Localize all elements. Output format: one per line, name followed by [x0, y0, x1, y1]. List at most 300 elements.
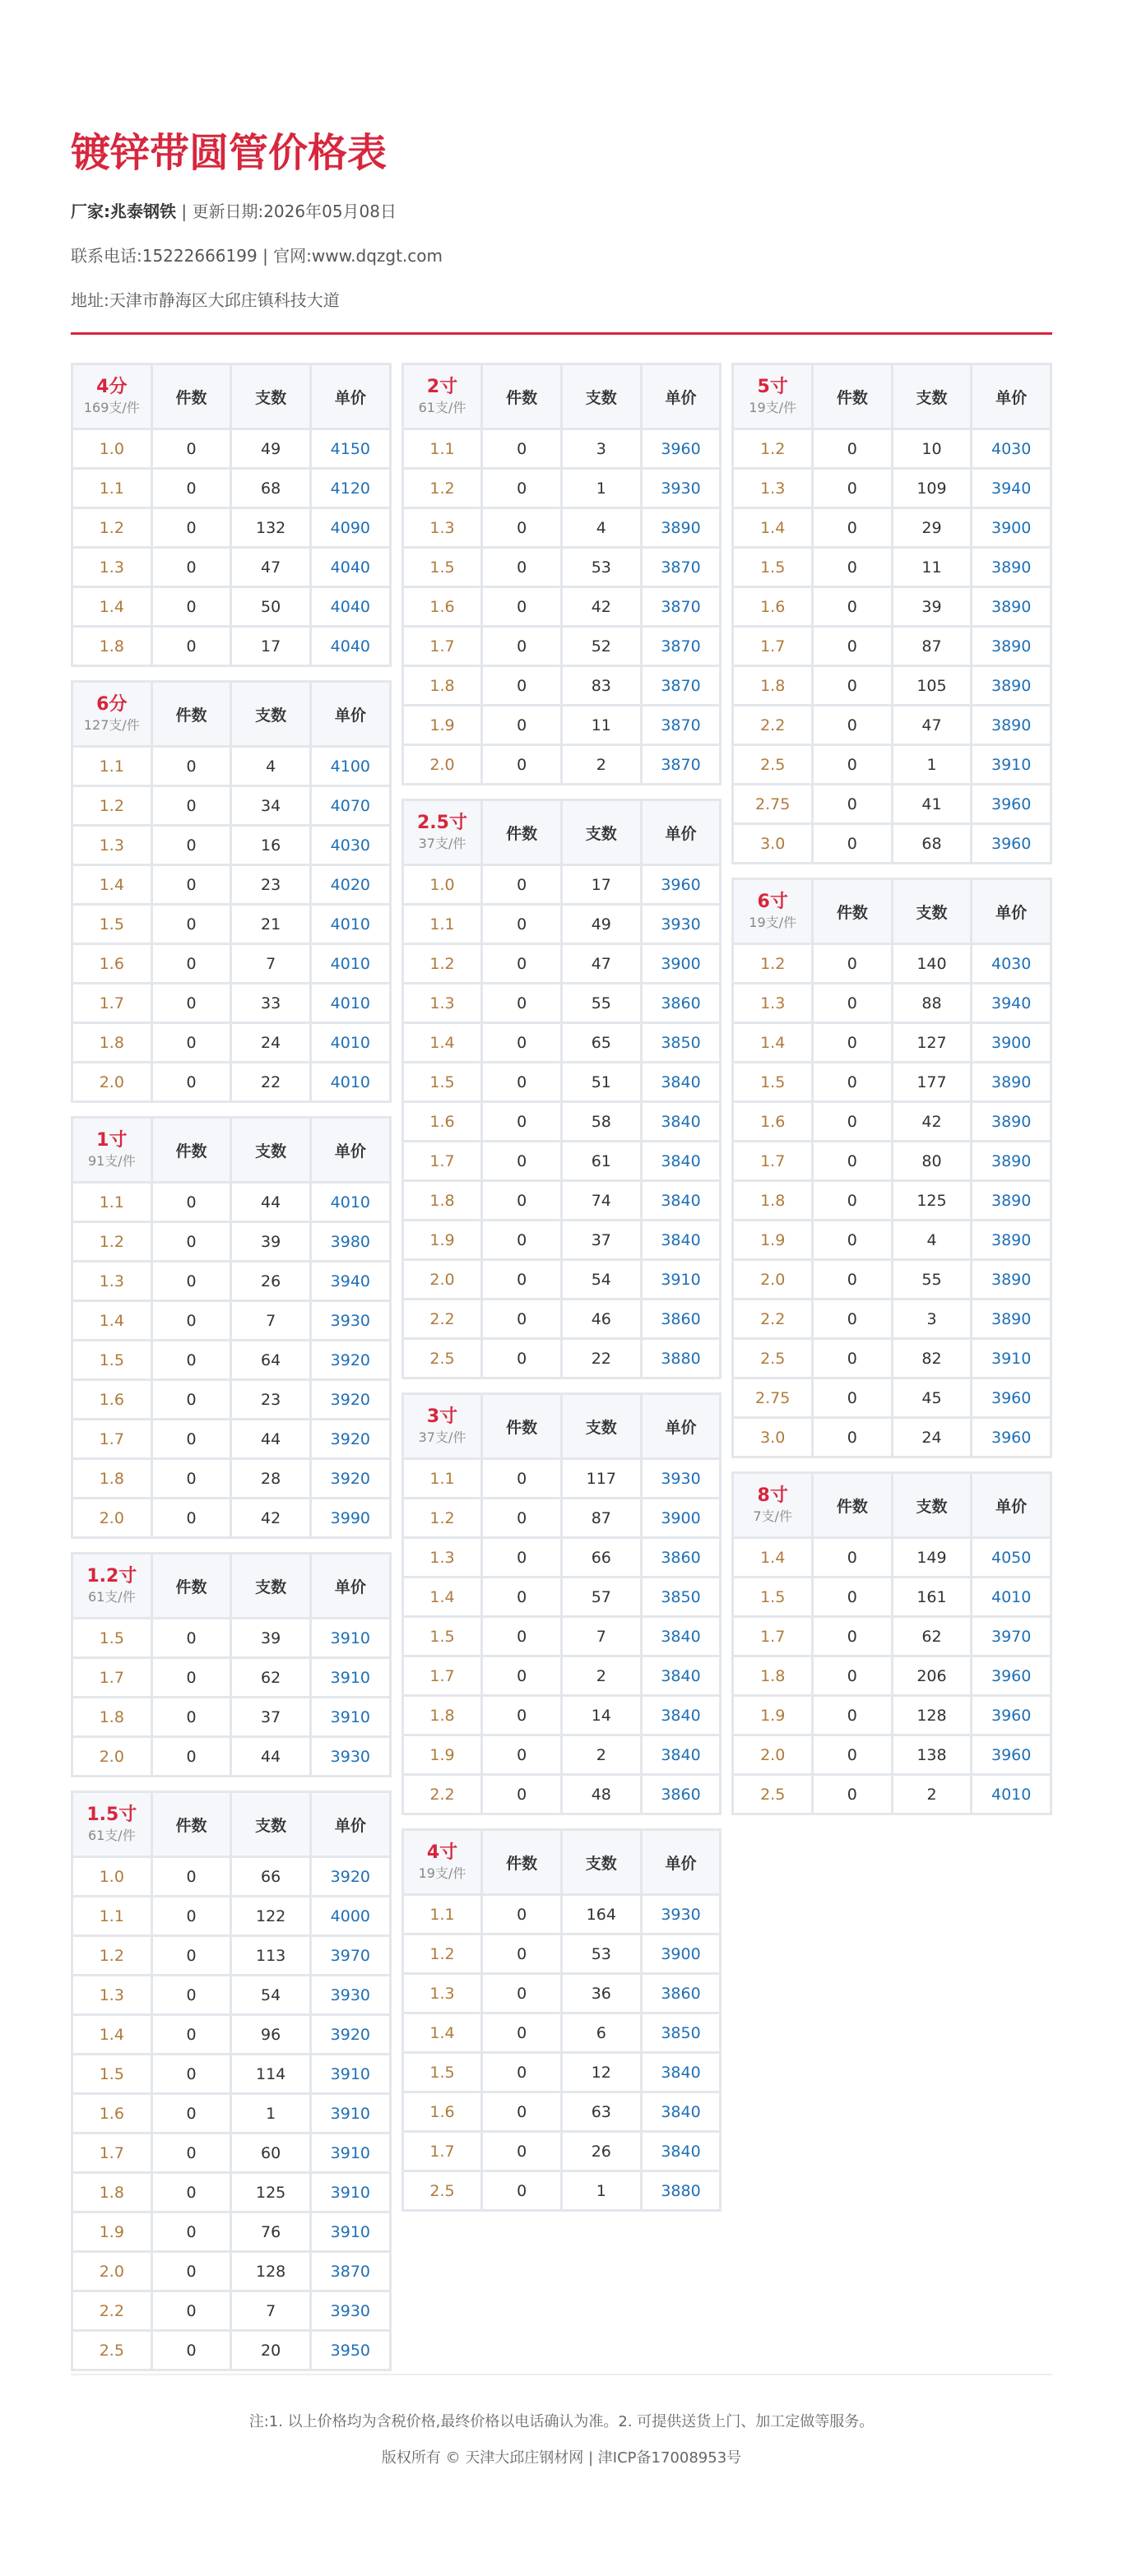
- price-cell: 3940: [972, 469, 1051, 508]
- size-header: [72, 364, 152, 429]
- pieces-cell: 22: [561, 1339, 641, 1378]
- pieces-header: 支数: [231, 1792, 311, 1857]
- count-cell: 0: [482, 984, 562, 1023]
- table-row: [72, 2173, 391, 2212]
- thickness-cell: 1.2: [402, 1934, 482, 1974]
- count-cell: 0: [482, 745, 562, 785]
- price-cell: 3900: [641, 944, 721, 984]
- count-cell: 0: [482, 429, 562, 469]
- factory-label: 厂家:: [71, 202, 110, 221]
- thickness-cell: 1.6: [733, 1102, 813, 1142]
- size-label: 8寸: [757, 1485, 788, 1506]
- table-row: [402, 745, 721, 785]
- count-cell: 0: [482, 1775, 562, 1814]
- count-cell: 0: [151, 508, 231, 548]
- size-label: 6寸: [757, 892, 788, 912]
- thickness-cell: 1.9: [402, 1735, 482, 1775]
- count-cell: 0: [813, 1181, 893, 1221]
- table-row: [72, 1619, 391, 1658]
- thickness-cell: 1.4: [72, 2015, 152, 2055]
- pieces-cell: 128: [892, 1696, 972, 1735]
- count-cell: 0: [151, 1420, 231, 1459]
- thickness-cell: 1.6: [72, 2094, 152, 2134]
- table-row: [402, 1974, 721, 2013]
- price-header: 单价: [310, 682, 390, 747]
- table-row: [72, 2015, 391, 2055]
- price-header: 单价: [641, 800, 721, 865]
- pieces-per-bundle: 37支/件: [418, 1429, 466, 1445]
- count-cell: 0: [482, 1221, 562, 1260]
- table-row: [733, 1023, 1051, 1063]
- count-cell: 0: [151, 905, 231, 944]
- price-header: 单价: [972, 879, 1051, 944]
- pieces-cell: 47: [561, 944, 641, 984]
- title-divider: [71, 332, 1052, 335]
- table-row: [733, 1775, 1051, 1814]
- price-cell: 4010: [972, 1578, 1051, 1617]
- spec-table: [71, 1791, 392, 2371]
- size-header: [72, 1554, 152, 1619]
- thickness-cell: 1.2: [402, 469, 482, 508]
- thickness-cell: 2.5: [72, 2331, 152, 2370]
- count-cell: 0: [151, 1658, 231, 1698]
- price-cell: 4010: [310, 944, 390, 984]
- pieces-cell: 82: [892, 1339, 972, 1378]
- pieces-cell: 54: [561, 1260, 641, 1300]
- count-cell: 0: [813, 1023, 893, 1063]
- thickness-cell: 1.5: [72, 1341, 152, 1380]
- pieces-cell: 44: [231, 1420, 311, 1459]
- pieces-per-bundle: 7支/件: [753, 1508, 792, 1524]
- price-header: 单价: [310, 1118, 390, 1183]
- price-cell: 3950: [310, 2331, 390, 2370]
- pieces-cell: 39: [231, 1619, 311, 1658]
- table-row: [72, 826, 391, 865]
- count-cell: 0: [151, 1222, 231, 1262]
- price-cell: 3920: [310, 1459, 390, 1499]
- table-row: [72, 905, 391, 944]
- table-row: [733, 508, 1051, 548]
- count-cell: 0: [151, 1183, 231, 1222]
- table-row: [72, 1023, 391, 1063]
- table-row: [402, 2132, 721, 2171]
- table-row: [72, 2252, 391, 2291]
- pieces-cell: 125: [231, 2173, 311, 2212]
- price-cell: 3910: [972, 745, 1051, 785]
- pieces-cell: 11: [892, 548, 972, 587]
- count-cell: 0: [151, 1341, 231, 1380]
- pieces-cell: 29: [892, 508, 972, 548]
- pieces-cell: 62: [231, 1658, 311, 1698]
- price-cell: 3970: [310, 1936, 390, 1976]
- table-row: [72, 1936, 391, 1976]
- price-cell: 3880: [641, 2171, 721, 2211]
- count-cell: 0: [813, 1656, 893, 1696]
- count-cell: 0: [151, 2291, 231, 2331]
- table-row: [402, 1142, 721, 1181]
- thickness-cell: 1.4: [402, 2013, 482, 2053]
- thickness-cell: 2.0: [733, 1260, 813, 1300]
- price-cell: 3840: [641, 2053, 721, 2092]
- pieces-cell: 80: [892, 1142, 972, 1181]
- price-cell: 4040: [310, 587, 390, 627]
- price-cell: 4120: [310, 469, 390, 508]
- pieces-cell: 66: [561, 1538, 641, 1578]
- pieces-cell: 132: [231, 508, 311, 548]
- pieces-cell: 47: [892, 706, 972, 745]
- table-row: [72, 548, 391, 587]
- thickness-cell: 1.1: [402, 1459, 482, 1499]
- table-row: [402, 1696, 721, 1735]
- count-cell: 0: [813, 1378, 893, 1418]
- count-cell: 0: [813, 666, 893, 706]
- pieces-cell: 83: [561, 666, 641, 706]
- pieces-cell: 4: [561, 508, 641, 548]
- thickness-cell: 2.2: [402, 1300, 482, 1339]
- count-cell: 0: [151, 1976, 231, 2015]
- price-cell: 3840: [641, 1221, 721, 1260]
- table-row: [402, 1023, 721, 1063]
- thickness-cell: 1.7: [402, 627, 482, 666]
- table-row: [733, 548, 1051, 587]
- count-cell: 0: [813, 587, 893, 627]
- table-row: [402, 1895, 721, 1934]
- count-cell: 0: [813, 1142, 893, 1181]
- pieces-cell: 23: [231, 1380, 311, 1420]
- pieces-header: 支数: [892, 879, 972, 944]
- price-cell: 3960: [972, 785, 1051, 824]
- pieces-per-bundle: 169支/件: [83, 400, 140, 415]
- price-cell: 3960: [641, 429, 721, 469]
- count-cell: 0: [151, 2055, 231, 2094]
- table-row: [72, 1897, 391, 1936]
- pieces-per-bundle: 37支/件: [418, 836, 466, 851]
- pieces-cell: 45: [892, 1378, 972, 1418]
- price-cell: 3930: [641, 1459, 721, 1499]
- thickness-cell: 1.8: [72, 627, 152, 666]
- thickness-cell: 1.2: [72, 1222, 152, 1262]
- table-row: [733, 1735, 1051, 1775]
- pieces-cell: 63: [561, 2092, 641, 2132]
- table-row: [402, 1735, 721, 1775]
- pieces-cell: 41: [892, 785, 972, 824]
- thickness-cell: 1.5: [733, 1578, 813, 1617]
- thickness-cell: 1.0: [402, 865, 482, 905]
- thickness-cell: 1.7: [733, 627, 813, 666]
- thickness-cell: 1.4: [402, 1023, 482, 1063]
- thickness-cell: 1.7: [72, 1658, 152, 1698]
- pieces-cell: 7: [231, 944, 311, 984]
- thickness-cell: 1.9: [72, 2212, 152, 2252]
- table-row: [733, 429, 1051, 469]
- pieces-cell: 24: [231, 1023, 311, 1063]
- pieces-cell: 109: [892, 469, 972, 508]
- pieces-cell: 177: [892, 1063, 972, 1102]
- pieces-cell: 33: [231, 984, 311, 1023]
- price-cell: 3840: [641, 1181, 721, 1221]
- thickness-cell: 1.9: [733, 1221, 813, 1260]
- table-row: [72, 1262, 391, 1301]
- count-cell: 0: [813, 1221, 893, 1260]
- price-cell: 3890: [972, 587, 1051, 627]
- pieces-cell: 17: [231, 627, 311, 666]
- pieces-cell: 125: [892, 1181, 972, 1221]
- price-cell: 3860: [641, 1538, 721, 1578]
- thickness-cell: 2.2: [733, 1300, 813, 1339]
- table-row: [402, 627, 721, 666]
- count-cell: 0: [813, 984, 893, 1023]
- pieces-cell: 28: [231, 1459, 311, 1499]
- count-cell: 0: [151, 587, 231, 627]
- price-cell: 3860: [641, 1300, 721, 1339]
- count-cell: 0: [482, 1459, 562, 1499]
- table-row: [72, 1737, 391, 1777]
- price-cell: 3890: [972, 548, 1051, 587]
- count-cell: 0: [151, 1698, 231, 1737]
- thickness-cell: 1.1: [72, 469, 152, 508]
- footer-copyright: 版权所有 © 天津大邱庄钢材网 | 津ICP备17008953号: [381, 2449, 742, 2467]
- count-cell: 0: [151, 1499, 231, 1538]
- thickness-cell: 1.4: [72, 865, 152, 905]
- price-cell: 4030: [310, 826, 390, 865]
- thickness-cell: 1.7: [402, 1656, 482, 1696]
- price-cell: 3960: [972, 1418, 1051, 1457]
- size-header: [402, 1394, 482, 1459]
- size-header: [733, 364, 813, 429]
- spec-table: [731, 1471, 1052, 1815]
- thickness-cell: 1.7: [72, 2134, 152, 2173]
- table-row: [733, 706, 1051, 745]
- thickness-cell: 1.9: [402, 706, 482, 745]
- price-cell: 3870: [641, 587, 721, 627]
- count-cell: 0: [482, 587, 562, 627]
- table-row: [72, 984, 391, 1023]
- count-cell: 0: [482, 469, 562, 508]
- pieces-cell: 88: [892, 984, 972, 1023]
- price-cell: 3870: [641, 706, 721, 745]
- thickness-cell: 1.8: [733, 666, 813, 706]
- pieces-header: 支数: [231, 682, 311, 747]
- thickness-cell: 1.8: [402, 666, 482, 706]
- pieces-cell: 128: [231, 2252, 311, 2291]
- thickness-cell: 1.5: [402, 1617, 482, 1656]
- price-header: 单价: [641, 1394, 721, 1459]
- price-cell: 4010: [310, 905, 390, 944]
- table-row: [72, 747, 391, 786]
- price-cell: 3850: [641, 2013, 721, 2053]
- table-row: [402, 905, 721, 944]
- table-row: [72, 2094, 391, 2134]
- thickness-cell: 2.5: [733, 745, 813, 785]
- count-cell: 0: [482, 1934, 562, 1974]
- size-header: [733, 1473, 813, 1538]
- pieces-cell: 44: [231, 1737, 311, 1777]
- table-row: [733, 1181, 1051, 1221]
- price-cell: 4030: [972, 429, 1051, 469]
- count-cell: 0: [151, 1857, 231, 1897]
- thickness-cell: 1.5: [402, 548, 482, 587]
- pieces-cell: 1: [892, 745, 972, 785]
- table-row: [72, 1459, 391, 1499]
- pieces-cell: 4: [231, 747, 311, 786]
- pieces-cell: 1: [561, 469, 641, 508]
- count-cell: 0: [482, 1578, 562, 1617]
- price-cell: 3920: [310, 1341, 390, 1380]
- price-cell: 4040: [310, 548, 390, 587]
- pieces-cell: 76: [231, 2212, 311, 2252]
- table-row: [733, 944, 1051, 984]
- table-row: [72, 944, 391, 984]
- count-cell: 0: [813, 1102, 893, 1142]
- count-cell: 0: [813, 745, 893, 785]
- thickness-cell: 1.3: [402, 508, 482, 548]
- pieces-cell: 7: [231, 1301, 311, 1341]
- price-cell: 4090: [310, 508, 390, 548]
- count-cell: 0: [151, 786, 231, 826]
- thickness-cell: 1.8: [72, 2173, 152, 2212]
- thickness-cell: 1.4: [72, 587, 152, 627]
- pieces-header: 支数: [561, 364, 641, 429]
- thickness-cell: 1.6: [733, 587, 813, 627]
- pieces-cell: 39: [892, 587, 972, 627]
- thickness-cell: 1.6: [402, 587, 482, 627]
- count-cell: 0: [813, 1300, 893, 1339]
- table-row: [72, 1420, 391, 1459]
- spec-table: [71, 363, 392, 667]
- count-header: 件数: [482, 800, 562, 865]
- pieces-cell: 11: [561, 706, 641, 745]
- count-cell: 0: [813, 1063, 893, 1102]
- count-cell: 0: [151, 1897, 231, 1936]
- thickness-cell: 1.1: [72, 1183, 152, 1222]
- pieces-cell: 16: [231, 826, 311, 865]
- pieces-cell: 47: [231, 548, 311, 587]
- thickness-cell: 1.1: [402, 1895, 482, 1934]
- price-header: 单价: [310, 1792, 390, 1857]
- thickness-cell: 1.2: [72, 1936, 152, 1976]
- column-3: [731, 363, 1052, 2384]
- count-cell: 0: [151, 2094, 231, 2134]
- table-row: [72, 1341, 391, 1380]
- count-cell: 0: [151, 984, 231, 1023]
- pieces-cell: 127: [892, 1023, 972, 1063]
- price-cell: 3840: [641, 1696, 721, 1735]
- count-cell: 0: [151, 1063, 231, 1102]
- pieces-header: 支数: [561, 1830, 641, 1895]
- count-cell: 0: [482, 1260, 562, 1300]
- pieces-cell: 66: [231, 1857, 311, 1897]
- pieces-header: 支数: [892, 1473, 972, 1538]
- pieces-cell: 87: [892, 627, 972, 666]
- count-cell: 0: [151, 1262, 231, 1301]
- price-cell: 3910: [310, 2212, 390, 2252]
- price-cell: 3910: [310, 1698, 390, 1737]
- thickness-cell: 2.2: [402, 1775, 482, 1814]
- pieces-cell: 7: [561, 1617, 641, 1656]
- count-cell: 0: [151, 826, 231, 865]
- table-row: [402, 2053, 721, 2092]
- pieces-header: 支数: [561, 1394, 641, 1459]
- price-cell: 3930: [310, 2291, 390, 2331]
- table-row: [72, 2212, 391, 2252]
- pieces-cell: 57: [561, 1578, 641, 1617]
- thickness-cell: 1.0: [72, 1857, 152, 1897]
- pieces-cell: 12: [561, 2053, 641, 2092]
- count-cell: 0: [151, 865, 231, 905]
- table-row: [733, 1578, 1051, 1617]
- thickness-cell: 1.6: [402, 1102, 482, 1142]
- thickness-cell: 1.3: [733, 984, 813, 1023]
- price-cell: 3940: [972, 984, 1051, 1023]
- pieces-header: 支数: [231, 1554, 311, 1619]
- count-cell: 0: [151, 2212, 231, 2252]
- pieces-cell: 68: [892, 824, 972, 864]
- pieces-header: 支数: [231, 364, 311, 429]
- pieces-cell: 53: [561, 1934, 641, 1974]
- pieces-cell: 122: [231, 1897, 311, 1936]
- thickness-cell: 1.2: [733, 429, 813, 469]
- price-cell: 3890: [972, 1102, 1051, 1142]
- table-row: [72, 2055, 391, 2094]
- pieces-cell: 51: [561, 1063, 641, 1102]
- table-row: [72, 627, 391, 666]
- thickness-cell: 1.7: [402, 2132, 482, 2171]
- price-cell: 3900: [972, 1023, 1051, 1063]
- spec-table: [71, 1552, 392, 1777]
- thickness-cell: 2.5: [733, 1775, 813, 1814]
- pieces-per-bundle: 61支/件: [418, 400, 466, 415]
- count-cell: 0: [151, 1737, 231, 1777]
- price-header: 单价: [310, 364, 390, 429]
- thickness-cell: 2.0: [72, 2252, 152, 2291]
- price-cell: 3910: [310, 2094, 390, 2134]
- table-row: [402, 984, 721, 1023]
- count-cell: 0: [151, 2331, 231, 2370]
- price-cell: 3990: [310, 1499, 390, 1538]
- thickness-cell: 2.0: [72, 1063, 152, 1102]
- price-cell: 3870: [641, 666, 721, 706]
- size-label: 2.5寸: [417, 813, 467, 833]
- count-cell: 0: [482, 548, 562, 587]
- price-cell: 3960: [641, 865, 721, 905]
- pieces-cell: 53: [561, 548, 641, 587]
- count-cell: 0: [813, 1260, 893, 1300]
- table-row: [402, 944, 721, 984]
- spec-table: [401, 1828, 722, 2212]
- thickness-cell: 1.4: [72, 1301, 152, 1341]
- price-cell: 3890: [972, 627, 1051, 666]
- price-cell: 3840: [641, 1102, 721, 1142]
- count-header: 件数: [813, 1473, 893, 1538]
- count-cell: 0: [151, 1619, 231, 1658]
- price-cell: 3900: [641, 1499, 721, 1538]
- thickness-cell: 1.9: [402, 1221, 482, 1260]
- pieces-cell: 87: [561, 1499, 641, 1538]
- pieces-cell: 6: [561, 2013, 641, 2053]
- thickness-cell: 1.3: [733, 469, 813, 508]
- price-cell: 3980: [310, 1222, 390, 1262]
- table-row: [72, 1063, 391, 1102]
- thickness-cell: 1.2: [72, 508, 152, 548]
- count-header: 件数: [151, 364, 231, 429]
- pieces-cell: 37: [561, 1221, 641, 1260]
- table-row: [72, 1499, 391, 1538]
- table-row: [733, 1260, 1051, 1300]
- pieces-cell: 26: [231, 1262, 311, 1301]
- price-cell: 3880: [641, 1339, 721, 1378]
- count-cell: 0: [482, 2013, 562, 2053]
- price-cell: 4070: [310, 786, 390, 826]
